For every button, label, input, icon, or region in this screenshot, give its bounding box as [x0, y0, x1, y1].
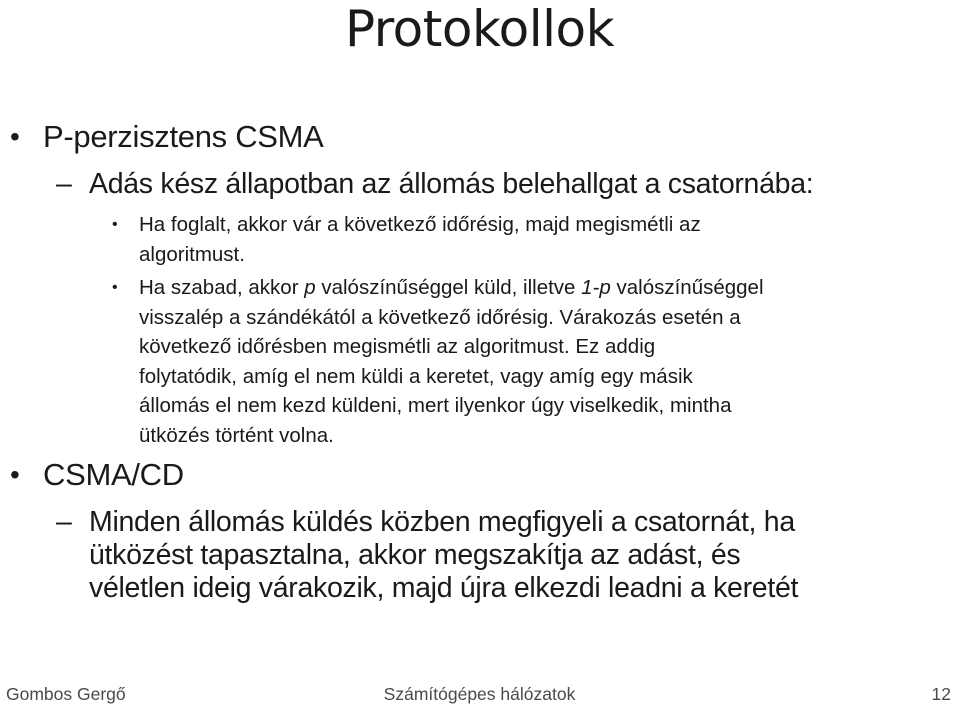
- bullet-icon: •: [10, 459, 20, 490]
- sub-sub-item-text: [139, 273, 951, 450]
- slide-footer: [0, 684, 959, 712]
- text-line: állomás el nem kezd küldeni, mert ilyenkor úgy viselkedik, mintha: [139, 394, 732, 417]
- text-line: következő időrésben megismétli az algoritmust. Ez addig: [139, 335, 656, 358]
- text-segment: valószínűséggel: [610, 276, 764, 299]
- text-line: algoritmust.: [139, 242, 245, 266]
- sub-item-text: [89, 506, 934, 605]
- dash-icon: –: [56, 506, 72, 538]
- text-line: ütközés történt volna.: [139, 423, 334, 447]
- footer-course: Számítógépes hálózatok: [383, 684, 576, 704]
- bullet-icon: •: [10, 121, 20, 152]
- sub-item-text: Adás kész állapotban az állomás belehallgat a csatornába:: [89, 168, 814, 200]
- footer-page-number: 12: [931, 684, 951, 704]
- bullet-text: CSMA/CD: [43, 457, 184, 492]
- italic-1-p: 1-p: [581, 276, 611, 299]
- text-line: visszalép a szándékától a következő időrésig. Várakozás esetén a: [139, 305, 741, 329]
- footer-author: Gombos Gergő: [6, 684, 126, 704]
- text-line: Ha foglalt, akkor vár a következő időrésig, majd megismétli az: [139, 213, 701, 236]
- text-line: folytatódik, amíg el nem küldi a keretet, vagy amíg egy másik: [139, 364, 693, 388]
- text-line: ütközést tapasztalna, akkor megszakítja az adást, és: [89, 539, 741, 571]
- text-line: véletlen ideig várakozik, majd újra elkezdi leadni a keretét: [89, 572, 799, 604]
- text-line: Minden állomás küldés közben megfigyeli a csatornát, ha: [89, 506, 795, 538]
- bullet-icon: •: [112, 216, 118, 233]
- sub-sub-item-text: [139, 210, 951, 269]
- bullet-icon: •: [112, 279, 118, 296]
- bullet-text: P-perzisztens CSMA: [43, 119, 324, 154]
- text-segment: Ha szabad, akkor: [139, 276, 305, 299]
- slide-title: Protokollok: [344, 0, 615, 58]
- italic-p: p: [304, 276, 316, 299]
- dash-icon: –: [56, 168, 72, 200]
- text-segment: valószínűséggel küld, illetve: [315, 276, 582, 299]
- text-line: [139, 273, 951, 303]
